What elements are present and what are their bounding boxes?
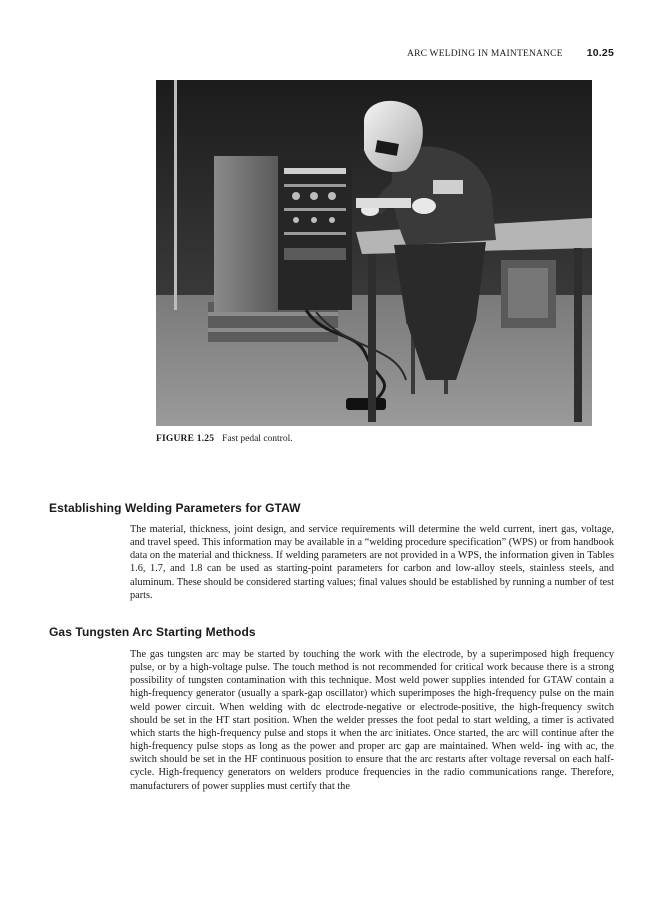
foot-pedal [346,398,386,410]
section-heading-parameters: Establishing Welding Parameters for GTAW [49,501,301,515]
welding-photo-illustration [156,80,592,426]
figure-photo [156,80,592,426]
section-heading-starting-methods: Gas Tungsten Arc Starting Methods [49,625,256,639]
glove [412,198,436,214]
power-supply-side [214,156,278,312]
section-paragraph-parameters: The material, thickness, joint design, and service requirements will determine the weld current, inert gas, voltage, and travel speed. This information may be available in a “welding procedure specification” (WPS) or from handbook data on the material and thickness. If welding parameters are not provided in a WPS, the information given in Tables 1.6, 1.7, and 1.8 can be used as starting-point parameters for carbon and low-alloy steels, stainless steels, and aluminum. These should be considered starting values; final values should be established by running a number of test parts. [130,524,614,601]
running-head [407,47,614,59]
figure-caption-text: Fast pedal control. [222,434,293,444]
stand-pole [174,80,177,310]
workpiece [356,198,411,208]
running-head-section: ARC WELDING IN MAINTENANCE [407,49,563,59]
figure-caption [156,434,293,444]
figure-label: FIGURE 1.25 [156,434,215,444]
page-number: 10.25 [586,47,614,59]
section-paragraph-starting-methods: The gas tungsten arc may be started by touching the work with the electrode, by a superimposed high frequency pulse, or by a high-voltage pulse. The touch method is not recommended for critical work because there is a strong possibility of tungsten contamination with this technique. Most weld power supplies intended for GTAW contain a high-frequency generator (usually a spark-gap oscillator) which superimposes the high-frequency pulse on the main weld power circuit. When welding with dc electrode-negative or electrode-positive, the high-frequency switch should be set in the HT start position. When the welder presses the foot pedal to start welding, a timer is activated which starts the high-frequency pulse and stops it when the arc initiates. Once started, the arc will continue after the high-frequency pulse stops as long as the power and proper arc gap are maintained. When weld- ing with ac, the switch should be set in the HF continuous position to ensure that the arc restarts after voltage reversal on each half-cycle. High-frequency generators on welders produce frequencies in the radio communications range. Therefore, manufacturers of power supplies must certify that the [130,649,614,792]
